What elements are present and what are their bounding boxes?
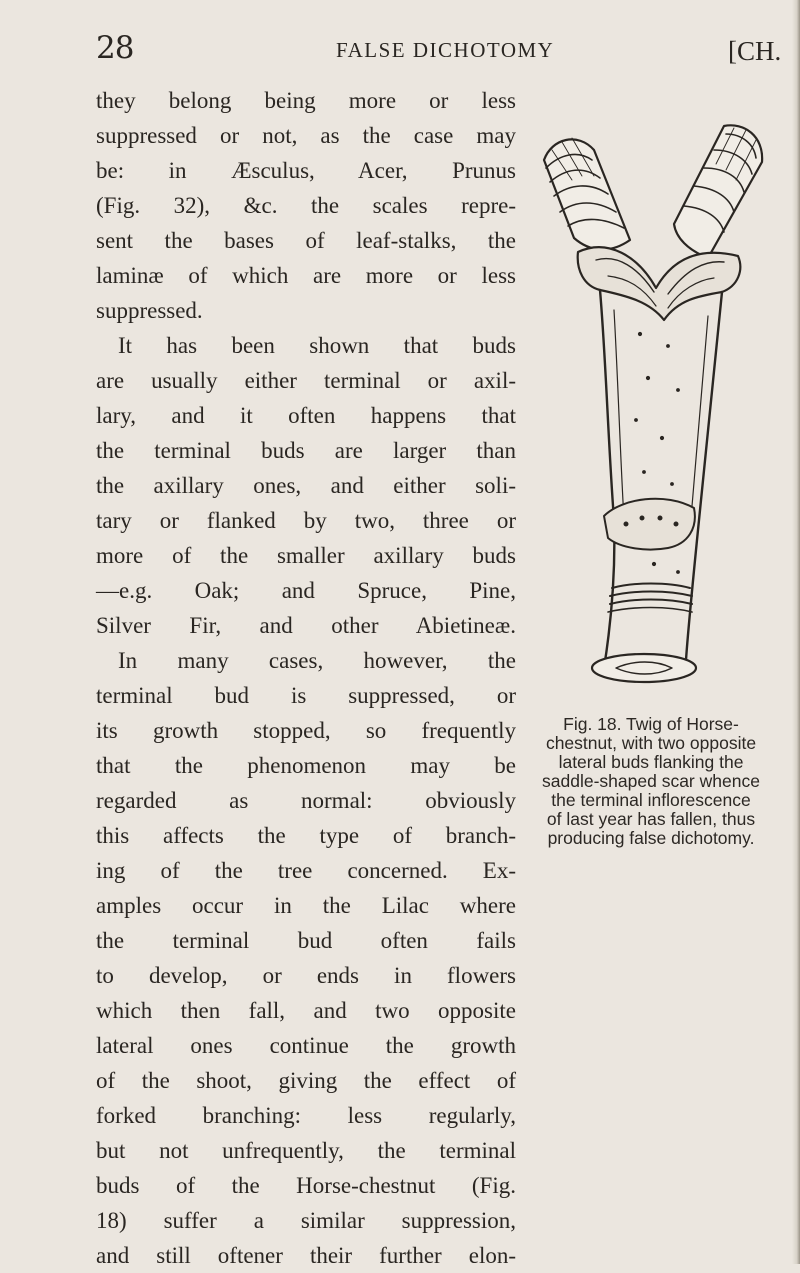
caption-line: saddle-shaped scar whence	[542, 771, 760, 791]
left-bud	[544, 138, 630, 250]
twig-illustration	[538, 120, 770, 690]
caption-line: lateral buds flanking the	[558, 752, 744, 772]
text-line: terminal bud is suppressed, or	[96, 683, 516, 708]
text-line: tary or flanked by two, three or	[96, 508, 516, 533]
text-line: the axillary ones, and either soli-	[96, 473, 516, 498]
caption-line: Fig. 18. Twig of Horse-	[563, 714, 739, 734]
page-header	[0, 28, 800, 78]
text-line: and still oftener their further elon-	[96, 1243, 516, 1268]
caption-line: producing false dichotomy.	[547, 828, 755, 848]
twig-stem	[592, 290, 722, 682]
page-edge-shadow	[792, 0, 800, 1264]
text-line: they belong being more or less	[96, 88, 516, 113]
chapter-mark: [CH.	[728, 36, 782, 66]
page-number: 28	[96, 30, 134, 66]
text-line: 18) suffer a similar suppression,	[96, 1208, 516, 1233]
text-line: of the shoot, giving the effect of	[96, 1068, 516, 1093]
text-line: more of the smaller axillary buds	[96, 543, 516, 568]
text-line: regarded as normal: obviously	[96, 788, 516, 813]
text-line: Silver Fir, and other Abietineæ.	[96, 613, 516, 638]
text-line: lary, and it often happens that	[96, 403, 516, 428]
text-line: that the phenomenon may be	[96, 753, 516, 778]
text-line: ing of the tree concerned. Ex-	[96, 858, 516, 883]
right-bud	[674, 125, 762, 258]
text-line: the terminal bud often fails	[96, 928, 516, 953]
text-line: this affects the type of branch-	[96, 823, 516, 848]
text-line: (Fig. 32), &c. the scales repre-	[96, 193, 516, 218]
text-line: laminæ of which are more or less	[96, 263, 516, 288]
text-line: forked branching: less regularly,	[96, 1103, 516, 1128]
text-line: In many cases, however, the	[118, 648, 516, 673]
text-line: lateral ones continue the growth	[96, 1033, 516, 1058]
text-line: to develop, or ends in flowers	[96, 963, 516, 988]
text-line: but not unfrequently, the terminal	[96, 1138, 516, 1163]
text-line: which then fall, and two opposite	[96, 998, 516, 1023]
body-text	[96, 83, 516, 1273]
text-line: the terminal buds are larger than	[96, 438, 516, 463]
text-line: —e.g. Oak; and Spruce, Pine,	[96, 578, 516, 603]
caption-line: chestnut, with two opposite	[545, 733, 757, 753]
text-line: It has been shown that buds	[118, 333, 516, 358]
text-line: suppressed.	[96, 298, 203, 323]
figure-caption	[528, 715, 774, 848]
caption-line: the terminal inflorescence	[551, 790, 751, 810]
running-head: FALSE DICHOTOMY	[336, 38, 555, 62]
text-line: sent the bases of leaf-stalks, the	[96, 228, 516, 253]
text-line: buds of the Horse-chestnut (Fig.	[96, 1173, 516, 1198]
text-line: its growth stopped, so frequently	[96, 718, 516, 743]
text-line: amples occur in the Lilac where	[96, 893, 516, 918]
text-line: suppressed or not, as the case may	[96, 123, 516, 148]
text-line: be: in Æsculus, Acer, Prunus	[96, 158, 516, 183]
caption-line: of last year has fallen, thus	[546, 809, 756, 829]
text-line: are usually either terminal or axil-	[96, 368, 516, 393]
